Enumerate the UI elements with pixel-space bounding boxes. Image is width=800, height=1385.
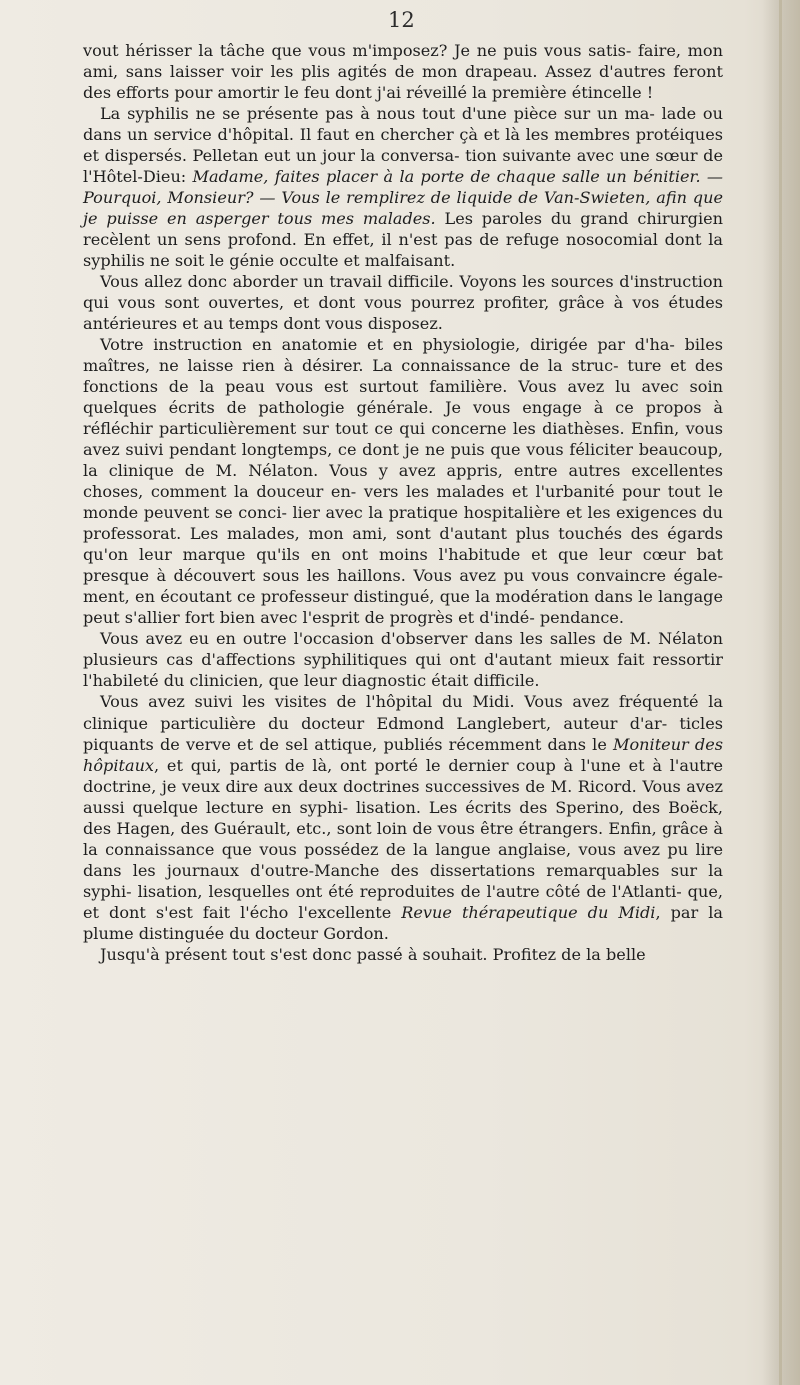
text-run: Vous avez eu en outre l'occasion d'observer dans les salles de M. Nélaton plusieurs cas d'affections syphilitiques qui ont d'autant mieux fait ressortir l'habileté du clinicien, que leur diagnostic était difficile. <box>83 629 723 691</box>
paragraph <box>83 271 723 334</box>
body-text <box>83 40 723 965</box>
text-run: Vous avez suivi les visites de l'hôpital du Midi. Vous avez fréquenté la clinique particulière du docteur Edmond Langlebert, auteur d'ar- ticles piquants de verve et de sel attique, publiés récemment dans le <box>83 692 723 754</box>
paragraph <box>83 944 723 965</box>
paragraph <box>83 334 723 628</box>
text-run: La syphilis ne se présente pas à nous tout d'une pièce sur un ma- lade ou dans un service d'hôpital. Il faut en chercher çà et là les membres protéiques et dispersés. Pelletan eut un jour la conversa- tion suivante avec une sœur de l'Hôtel-Dieu: <box>83 104 723 187</box>
text-run: Vous allez donc aborder un travail difficile. Voyons les sources d'instruction qui vous sont ouvertes, et dont vous pourrez profiter, grâce à vos études antérieures et au temps dont vous disposez. <box>83 272 723 334</box>
text-run: , par la plume distinguée du docteur Gordon. <box>83 902 724 943</box>
text-run: , et qui, partis de là, ont porté le dernier coup à l'une et à l'autre doctrine, je veux dire aux deux doctrines successives de M. Ricord. Vous avez aussi quelque lecture en syphi- lisation. Les écrits des Sperino, des Boëck, des Hagen, des Guérault, etc., sont loin de vous être étrangers. Enfin, grâce à la connaissance que vous possédez de la langue anglaise, vous avez pu lire dans les journaux d'outre-Manche des dissertations remarquables sur la syphi- lisation, lesquelles ont été reproduites de l'autre côté de l'Atlanti- que, et dont s'est fait l'écho l'excellente <box>83 755 723 922</box>
page-number: 12 <box>388 8 415 32</box>
paragraph <box>83 40 723 103</box>
text-run: Jusqu'à présent tout s'est donc passé à souhait. Profitez de la belle <box>100 944 646 964</box>
text-run: Votre instruction en anatomie et en physiologie, dirigée par d'ha- biles maîtres, ne laisse rien à désirer. La connaissance de la struc- ture et des fonctions de la peau vous est surtout familière. Vous avez lu avec soin quelques écrits de pathologie générale. Je vous engage à ce propos à réfléchir particulièrement sur tout ce qui concerne les diathèses. Enfin, vous avez suivi pendant longtemps, ce dont je ne puis que vous féliciter beaucoup, la clinique de M. Nélaton. Vous y avez appris, entre autres excellentes choses, comment la douceur en- vers les malades et l'urbanité pour tout le monde peuvent se conci- lier avec la pratique hospitalière et les exigences du professorat. Les malades, mon ami, sont d'autant plus touchés des égards qu'on leur marque qu'ils en ont moins l'habitude et que leur cœur bat presque à découvert sous les haillons. Vous avez pu vous convaincre égale- ment, en écoutant ce professeur distingué, que la modération dans le langage peut s'allier fort bien avec l'esprit de progrès et d'indé- pendance. <box>83 335 723 628</box>
italic-text: Madame, faites placer à la porte de chaque salle un bénitier. — Pourquoi, Monsieur? — Vous le remplirez de liquide de Van-Swieten, afin que je puisse en asperger tous mes malades. <box>83 167 723 229</box>
paragraph <box>83 628 723 691</box>
italic-text: Moniteur des hôpitaux <box>83 734 723 775</box>
text-run: vout hérisser la tâche que vous m'imposez? Je ne puis vous satis- faire, mon ami, sans laisser voir les plis agités de mon drapeau. Assez d'autres feront des efforts pour amortir le feu dont j'ai réveillé la première étincelle ! <box>83 41 723 103</box>
paragraph <box>83 103 723 271</box>
page-binding-edge <box>779 0 782 1385</box>
paragraph <box>83 691 723 943</box>
text-run: Les paroles du grand chirurgien recèlent un sens profond. En effet, il n'est pas de refuge nosocomial dont la syphilis ne soit le génie occulte et malfaisant. <box>83 209 723 271</box>
italic-text: Revue thérapeutique du Midi <box>401 902 656 922</box>
